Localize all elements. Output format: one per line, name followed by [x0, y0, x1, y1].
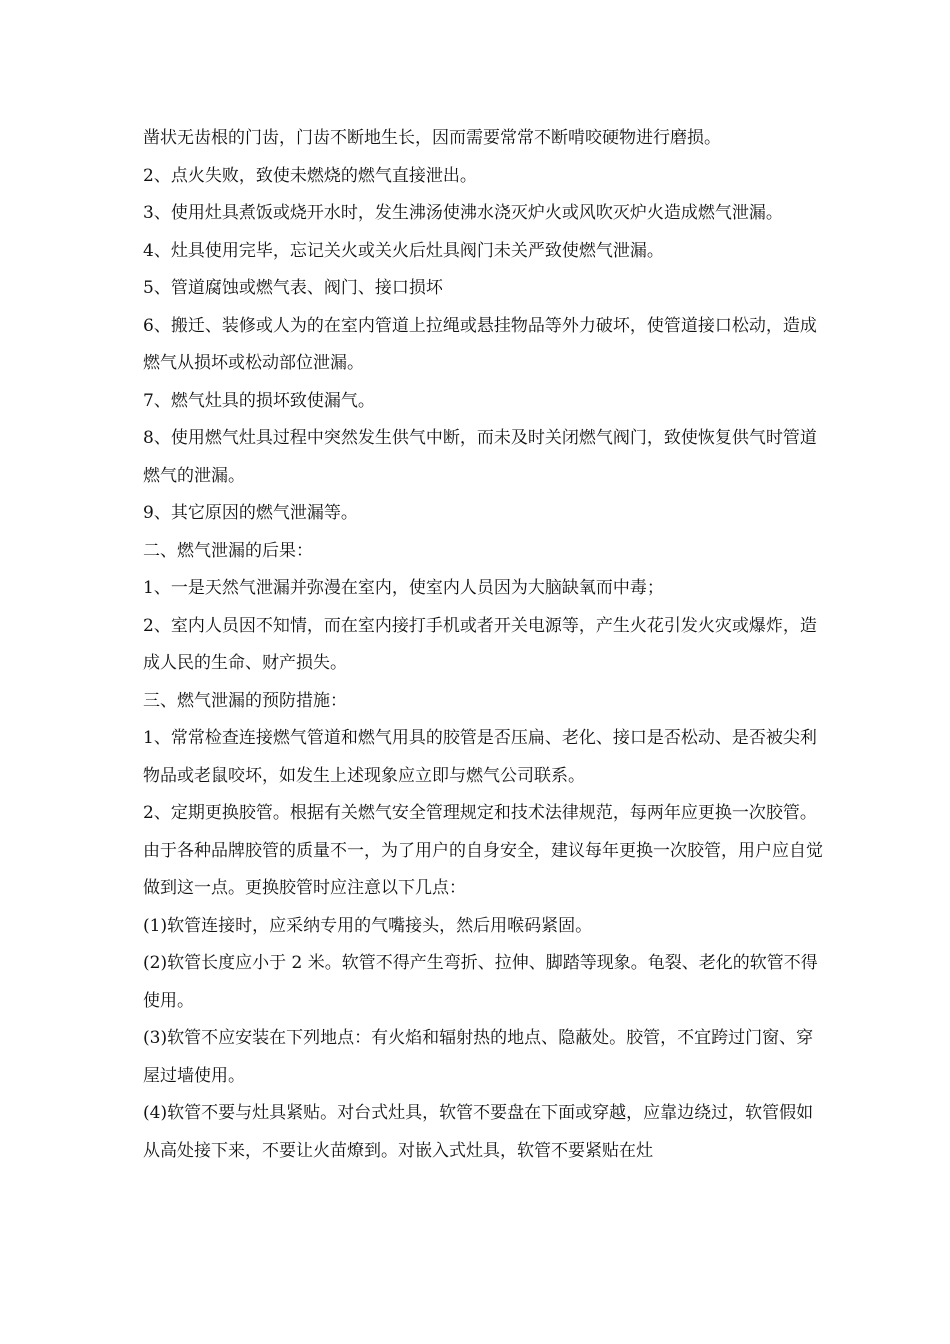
- paragraph-consequence-1: 1、一是天然气泄漏并弥漫在室内，使室内人员因为大脑缺氧而中毒；: [143, 578, 664, 598]
- paragraph-prevention-2: 2、定期更换胶管。根据有关燃气安全管理规定和技术法律规范，每两年应更换一次胶管。由于各种品牌胶管的质量不一，为了用户的自身安全，建议每年更换一次胶管，用户应自觉做到这一点。更换胶管时应注意以下几点：: [143, 803, 823, 898]
- document-body: [143, 120, 823, 1170]
- paragraph-hose-rule-4: (4)软管不要与灶具紧贴。对台式灶具，软管不要盘在下面或穿越，应靠边绕过，软管假如从高处接下来，不要让火苗燎到。对嵌入式灶具，软管不要紧贴在灶: [143, 1103, 814, 1161]
- paragraph-incisor-note: 凿状无齿根的门齿，门齿不断地生长，因而需要常常不断啃咬硬物进行磨损。: [143, 128, 721, 148]
- paragraph-cause-3: 3、使用灶具煮饭或烧开水时，发生沸汤使沸水浇灭炉火或风吹灭炉火造成燃气泄漏。: [143, 203, 783, 223]
- paragraph-cause-2: 2、点火失败，致使未燃烧的燃气直接泄出。: [143, 165, 477, 186]
- paragraph-hose-rule-2: (2)软管长度应小于 2 米。软管不得产生弯折、拉伸、脚踏等现象。龟裂、老化的软管不得使用。: [143, 953, 818, 1011]
- paragraph-cause-9: 9、其它原因的燃气泄漏等。: [143, 503, 358, 523]
- paragraph-cause-6: 6、搬迁、装修或人为的在室内管道上拉绳或悬挂物品等外力破坏，使管道接口松动，造成燃气从损坏或松动部位泄漏。: [143, 315, 817, 373]
- paragraph-cause-4: 4、灶具使用完毕，忘记关火或关火后灶具阀门未关严致使燃气泄漏。: [143, 240, 664, 261]
- paragraph-cause-7: 7、燃气灶具的损坏致使漏气。: [143, 390, 375, 411]
- paragraph-consequence-2: 2、室内人员因不知情，而在室内接打手机或者开关电源等，产生火花引发火灾或爆炸，造成人民的生命、财产损失。: [143, 615, 817, 673]
- section-heading-consequences: 二、燃气泄漏的后果：: [143, 540, 313, 561]
- paragraph-cause-8: 8、使用燃气灶具过程中突然发生供气中断，而未及时关闭燃气阀门，致使恢复供气时管道燃气的泄漏。: [143, 428, 817, 486]
- paragraph-hose-rule-3: (3)软管不应安装在下列地点：有火焰和辐射热的地点、隐蔽处。胶管，不宜跨过门窗、穿屋过墙使用。: [143, 1028, 814, 1086]
- section-heading-prevention: 三、燃气泄漏的预防措施：: [143, 690, 347, 711]
- paragraph-prevention-1: 1、常常检查连接燃气管道和燃气用具的胶管是否压扁、老化、接口是否松动、是否被尖利物品或老鼠咬坏，如发生上述现象应立即与燃气公司联系。: [143, 728, 817, 786]
- paragraph-cause-5: 5、管道腐蚀或燃气表、阀门、接口损坏: [143, 278, 443, 298]
- paragraph-hose-rule-1: (1)软管连接时，应采纳专用的气嘴接头，然后用喉码紧固。: [143, 915, 593, 936]
